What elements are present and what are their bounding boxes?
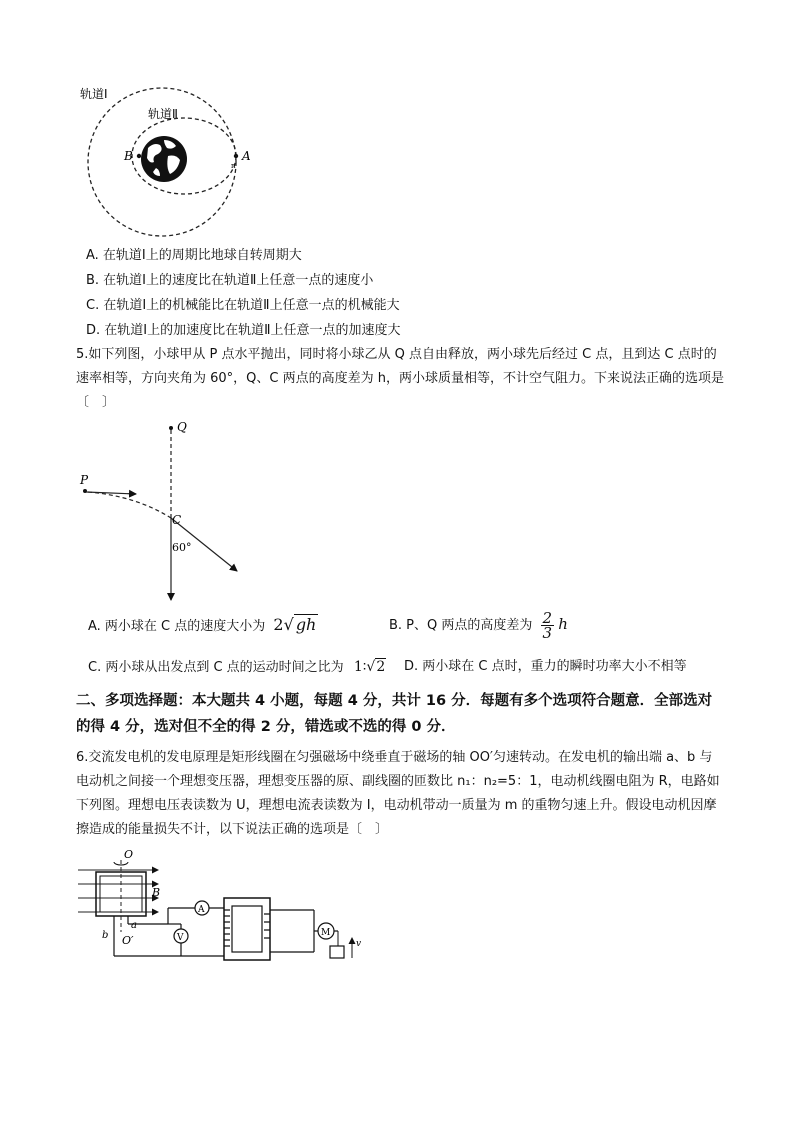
- generator-circuit-diagram: [76, 848, 376, 966]
- q5-stem: 5.如下列图，小球甲从 P 点水平抛出，同时将小球乙从 Q 点自由释放，两小球先后经过 C 点，且到达 C 点时的速率相等，方向夹角为 60°，Q、C 两点的高度差为 h，两小球质量相等，不计空气阻力。下来说法正确的选项是〔 〕: [76, 347, 724, 410]
- point-A-label: A: [242, 149, 251, 163]
- weight-block: [330, 946, 344, 958]
- label-V: V: [177, 933, 184, 943]
- q5-option-b-var: h: [558, 615, 568, 633]
- point-Q-label: Q: [177, 420, 187, 434]
- point-B-label: B: [124, 149, 133, 163]
- sqrt-icon: √: [283, 615, 294, 634]
- label-O: O: [124, 848, 134, 861]
- q4-option-d: D. 在轨道Ⅰ上的加速度比在轨道Ⅱ上任意一点的加速度大: [86, 323, 401, 338]
- q5-option-b-den: 3: [542, 624, 553, 642]
- q4-option-a: A. 在轨道Ⅰ上的周期比地球自转周期大: [86, 248, 302, 263]
- orbit-diagram: [76, 80, 256, 250]
- section-2-heading: 二、多项选择题：本大题共 4 小题，每题 4 分，共计 16 分．每题有多个选项符合题意．全部选对的得 4 分，选对但不全的得 2 分，错选或不选的得 0 分．: [76, 693, 713, 735]
- q6-stem: 6.交流发电机的发电原理是矩形线圈在匀强磁场中绕垂直于磁场的轴 OO′匀速转动。在发电机的输出端 a、b 与电动机之间接一个理想变压器，理想变压器的原、副线圈的匝数比 n₁：n₂=5：1，电动机线圈电阻为 R，电路如下列图。理想电压表读数为 U，理想电流表读数为 I，电动机带动一质量为 m 的重物匀速上升。假设电动机因摩擦造成的能量损失不计，以下说法正确的选项是〔 〕: [76, 750, 720, 837]
- q5-option-d: D. 两小球在 C 点时，重力的瞬时功率大小不相等: [404, 659, 687, 674]
- label-B: B: [152, 886, 161, 899]
- parabolic-path: [88, 492, 171, 518]
- q5-option-c: [88, 655, 386, 680]
- q5-option-b-num: 2: [542, 609, 553, 627]
- q5-option-a-rad: gh: [295, 615, 317, 634]
- q5-option-c-text: C. 两小球从出发点到 C 点的运动时间之比为: [88, 660, 344, 675]
- point-A-dot: [234, 154, 238, 158]
- point-B-dot: [137, 154, 141, 158]
- q5-option-a: [88, 612, 318, 640]
- sqrt-icon: √: [366, 659, 376, 675]
- label-b: b: [102, 930, 109, 941]
- horizontal-velocity-arrow: [86, 492, 136, 494]
- earth-icon: [141, 136, 187, 182]
- label-A: A: [198, 905, 205, 915]
- q5-option-a-coef: 2: [273, 615, 284, 634]
- point-n-label: n: [231, 162, 236, 170]
- point-Q-dot: [169, 426, 173, 430]
- q5-option-b-text: B. P、Q 两点的高度差为: [389, 618, 533, 633]
- q5-option-a-formula: [273, 615, 318, 634]
- q4-option-c: C. 在轨道Ⅰ上的机械能比在轨道Ⅱ上任意一点的机械能大: [86, 298, 400, 313]
- orbit-2-label: 轨道Ⅱ: [148, 107, 178, 121]
- q5-option-b: [389, 604, 568, 646]
- point-C-label: C: [172, 513, 182, 527]
- q5-option-c-ratio: 1∶: [353, 659, 367, 675]
- q5-option-c-rad: 2: [376, 659, 386, 675]
- orbit-1-label: 轨道Ⅰ: [80, 87, 108, 101]
- point-P-label: P: [80, 473, 89, 487]
- projectile-diagram: [76, 418, 256, 606]
- label-M: M: [321, 928, 331, 938]
- label-O-prime: O′: [122, 934, 134, 947]
- angle-label: 60°: [172, 541, 192, 554]
- label-v: v: [356, 939, 362, 949]
- label-a: a: [131, 920, 137, 931]
- q5-option-a-text: A. 两小球在 C 点的速度大小为: [88, 619, 266, 634]
- transformer-core: [224, 898, 270, 960]
- q5-option-b-fraction: [541, 611, 555, 640]
- q5-option-c-formula: [354, 659, 386, 675]
- q4-option-b: B. 在轨道Ⅰ上的速度比在轨道Ⅱ上任意一点的速度小: [86, 273, 374, 288]
